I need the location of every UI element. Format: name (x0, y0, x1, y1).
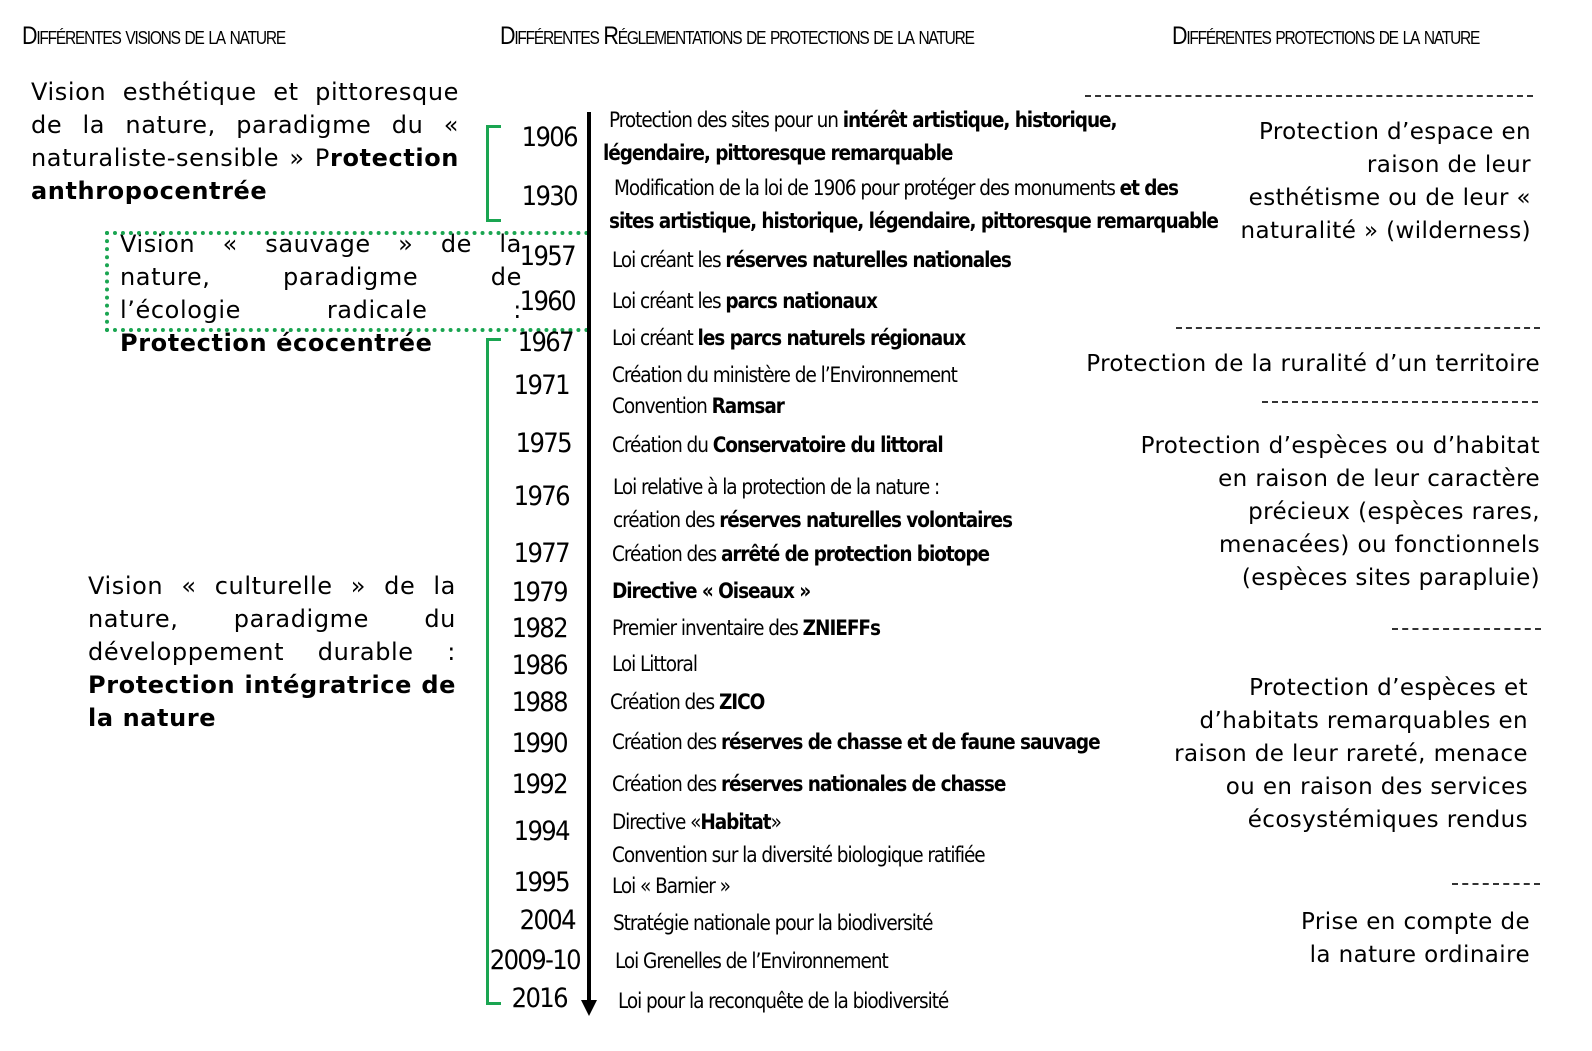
law-text-plain: Loi relative à la protection de la nature : (613, 475, 940, 499)
law-text (610, 686, 764, 718)
law-text (612, 768, 1005, 800)
year-label: 2009-10 (489, 945, 580, 976)
law-text-plain: création des (613, 508, 720, 532)
vision-culturelle (88, 570, 456, 735)
law-text (612, 322, 965, 354)
year-label: 1992 (511, 769, 567, 800)
law-text (612, 806, 781, 838)
law-text (614, 172, 1178, 204)
law-text-plain: Loi « Barnier » (612, 874, 730, 898)
year-label: 1977 (513, 538, 569, 569)
law-text (612, 390, 784, 422)
law-text-plain: Création du ministère de l’Environnement (612, 363, 957, 387)
law-text-plain: Loi créant (612, 326, 698, 350)
year-label: 1982 (511, 613, 567, 644)
law-text-plain: Protection des sites pour un (609, 108, 843, 132)
law-text-bold: réserves naturelles nationales (725, 248, 1011, 272)
vision-esthetique (31, 76, 459, 208)
vision-esthetique-bold: rotection anthropocentrée (31, 144, 459, 205)
law-text-plain: Premier inventaire des (612, 616, 803, 640)
law-text-bold: parcs nationaux (725, 289, 877, 313)
law-text-bold: réserves nationales de chasse (720, 772, 1006, 796)
law-text-bold: Directive « Oiseaux » (612, 579, 811, 603)
law-text-plain: Loi Littoral (612, 652, 697, 676)
law-text (612, 575, 810, 607)
law-text-plain: » (770, 810, 781, 834)
year-label: 1960 (519, 286, 575, 317)
separator-dash (1392, 628, 1541, 630)
law-text (618, 985, 948, 1017)
vision-culturelle-bold: Protection intégratrice de la nature (88, 671, 456, 732)
year-label: 1990 (511, 728, 567, 759)
year-label: 1979 (511, 577, 567, 608)
law-text-bold: Ramsar (711, 394, 784, 418)
law-text-plain: Loi Grenelles de l’Environnement (615, 949, 888, 973)
law-text-plain: Stratégie nationale pour la biodiversité (613, 911, 933, 935)
law-text-plain: Création des (612, 542, 721, 566)
law-text (612, 839, 985, 871)
law-text-plain: Loi créant les (612, 248, 726, 272)
header-protections: Différentes protections de la nature (1172, 22, 1480, 50)
law-text (612, 726, 1100, 758)
vision-culturelle-text: Vision « culturelle » de la nature, paradigme du développement durable : (88, 572, 456, 666)
law-text-bold: arrêté de protection biotope (720, 542, 989, 566)
law-text-plain: Loi pour la reconquête de la biodiversité (618, 989, 949, 1013)
law-text-plain: Modification de la loi de 1906 pour protéger des monuments (614, 176, 1120, 200)
vision-sauvage-bold: Protection écocentrée (120, 329, 433, 357)
timeline-arrow-icon (581, 1000, 597, 1016)
law-text (615, 945, 888, 977)
year-label: 2004 (519, 905, 575, 936)
timeline-axis (587, 112, 591, 1002)
law-text-bold: intérêt artistique, historique, (842, 108, 1117, 132)
year-label: 1994 (513, 816, 569, 847)
year-label: 1986 (511, 650, 567, 681)
law-text-plain: Création des (612, 730, 721, 754)
protection-esthetisme: Protection d’espace en raison de leur esthétisme ou de leur « naturalité » (wilderness) (1240, 119, 1531, 244)
separator-dash (1452, 883, 1540, 885)
year-label: 1988 (511, 687, 567, 718)
law-text-plain: Directive « (612, 810, 701, 834)
separator-dash (1176, 327, 1540, 329)
protection-nature-ordinaire: Prise en compte de la nature ordinaire (1301, 909, 1530, 968)
law-text-plain: Loi créant les (612, 289, 726, 313)
header-reglementations: Différentes Réglementations de protections de la nature (500, 22, 974, 50)
year-label: 1967 (517, 327, 573, 358)
law-text-plain: Convention sur la diversité biologique ratifiée (612, 843, 985, 867)
law-text (612, 359, 957, 391)
law-text-plain: Création des (610, 690, 719, 714)
law-text (612, 538, 989, 570)
protection-remarquables: Protection d’espèces et d’habitats remarquables en raison de leur rareté, menace ou en raison des services écosystémiques rendus (1174, 675, 1528, 833)
year-label: 1975 (515, 428, 571, 459)
header-visions: Différentes visions de la nature (22, 22, 285, 50)
protection-ruralite: Protection de la ruralité d’un territoire (1086, 351, 1540, 377)
law-text-bold: légendaire, pittoresque remarquable (603, 141, 953, 165)
vision-esthetique-text: Vision esthétique et pittoresque de la nature, paradigme du « naturaliste-sensible » P (31, 78, 459, 172)
vision-sauvage-text: Vision « sauvage » de la nature, paradigme de l’écologie radicale : (120, 230, 522, 324)
law-text (613, 907, 932, 939)
year-label: 1995 (513, 867, 569, 898)
law-text-plain: Création du (612, 433, 713, 457)
law-text-plain: Convention (612, 394, 712, 418)
law-text-plain: Création des (612, 772, 721, 796)
law-text-bold: ZNIEFFs (802, 616, 880, 640)
separator-dash (1262, 401, 1538, 403)
law-text-bold: Conservatoire du littoral (712, 433, 943, 457)
law-text (603, 137, 952, 169)
law-text (612, 244, 1011, 276)
law-text (609, 205, 1218, 237)
law-text-bold: sites artistique, historique, légendaire, pittoresque remarquable (609, 209, 1218, 233)
law-text (612, 285, 877, 317)
separator-dash (1085, 95, 1533, 97)
year-label: 1906 (521, 122, 577, 153)
year-label: 1971 (513, 370, 569, 401)
law-text (613, 504, 1012, 536)
law-text (612, 612, 880, 644)
law-text (609, 104, 1116, 136)
year-label: 2016 (511, 983, 567, 1014)
law-text (612, 870, 730, 902)
year-label: 1930 (521, 181, 577, 212)
law-text (612, 648, 697, 680)
law-text-bold: Habitat (700, 810, 771, 834)
year-label: 1957 (519, 241, 575, 272)
law-text-bold: les parcs naturels régionaux (697, 326, 966, 350)
law-text (612, 429, 943, 461)
law-text-bold: et des (1119, 176, 1178, 200)
law-text-bold: réserves naturelles volontaires (719, 508, 1012, 532)
law-text-bold: réserves de chasse et de faune sauvage (720, 730, 1100, 754)
law-text (613, 471, 939, 503)
year-label: 1976 (513, 481, 569, 512)
law-text-bold: ZICO (718, 690, 765, 714)
protection-especes-habitat: Protection d’espèces ou d’habitat en raison de leur caractère précieux (espèces rares, menacées) ou fonctionnels (espèces sites parapluie) (1140, 433, 1540, 591)
